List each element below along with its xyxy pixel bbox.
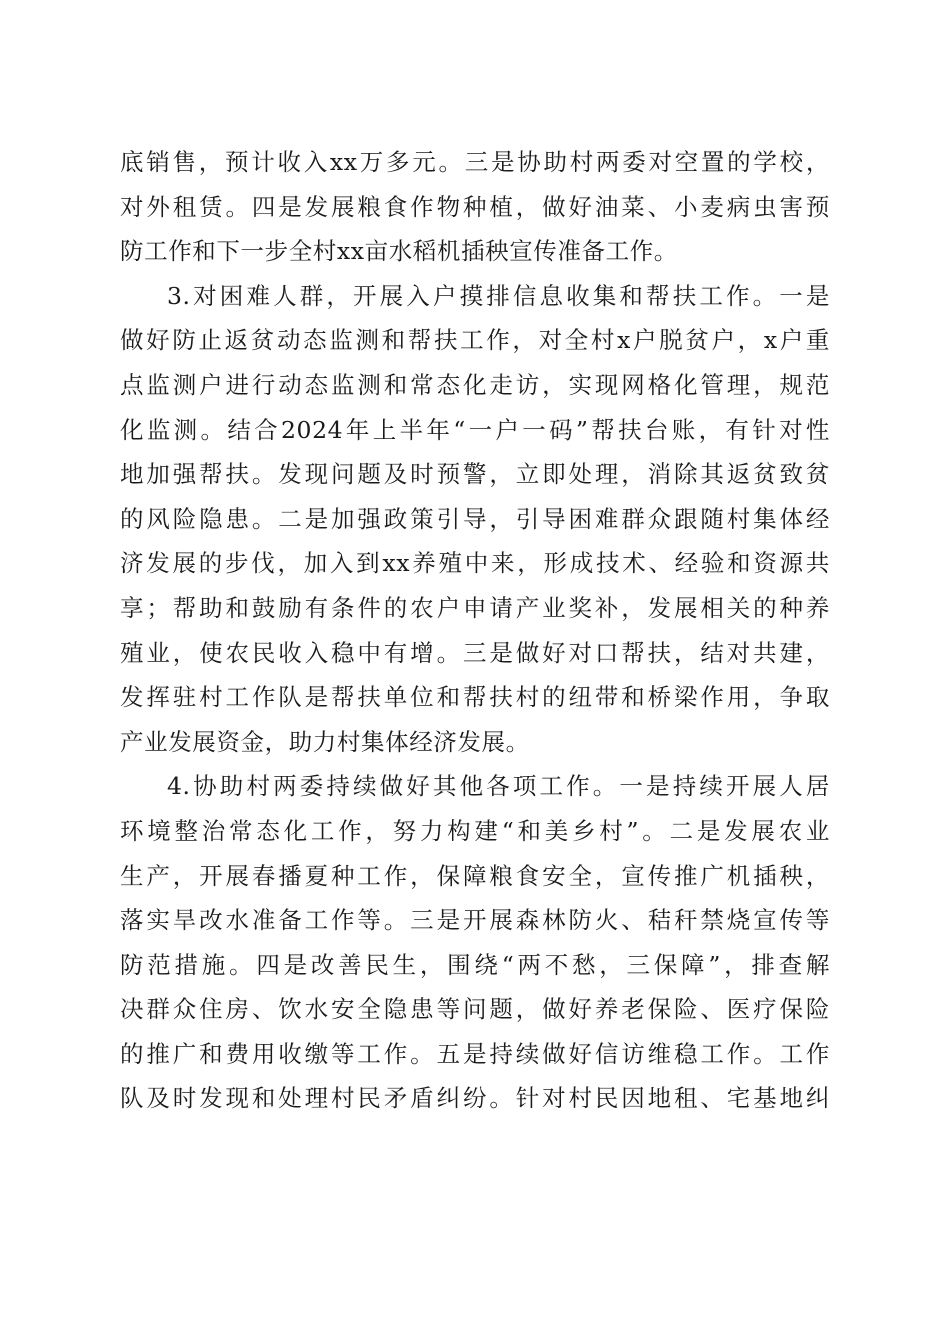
text-line: 济发展的步伐，加入到xx养殖中来，形成技术、经验和资源共 xyxy=(120,549,830,578)
text-line: 防范措施。四是改善民生，围绕“两不愁，三保障”，排查解 xyxy=(120,950,830,979)
text-line: 点监测户进行动态监测和常态化走访，实现网格化管理，规范 xyxy=(120,370,830,399)
text-line: 地加强帮扶。发现问题及时预警，立即处理，消除其返贫致贫 xyxy=(120,460,830,489)
text-line: 对外租赁。四是发展粮食作物种植，做好油菜、小麦病虫害预 xyxy=(120,192,830,221)
text-line: 的推广和费用收缴等工作。五是持续做好信访维稳工作。工作 xyxy=(120,1039,830,1068)
text-line: 防工作和下一步全村xx亩水稻机插秧宣传准备工作。 xyxy=(120,237,678,266)
text-line: 决群众住房、饮水安全隐患等问题，做好养老保险、医疗保险 xyxy=(120,995,830,1024)
text-line: 底销售，预计收入xx万多元。三是协助村两委对空置的学校， xyxy=(120,148,830,176)
text-line: 生产，开展春播夏种工作，保障粮食安全，宣传推广机插秧， xyxy=(120,861,830,890)
body-text xyxy=(120,140,830,1121)
text-line: 发挥驻村工作队是帮扶单位和帮扶村的纽带和桥梁作用，争取 xyxy=(120,683,830,712)
text-line: 享；帮助和鼓励有条件的农户申请产业奖补，发展相关的种养 xyxy=(120,593,830,622)
paragraph-heading-3: 3.对困难人群，开展入户摸排信息收集和帮扶工作。一是 xyxy=(167,281,830,310)
text-line: 队及时发现和处理村民矛盾纠纷。针对村民因地租、宅基地纠 xyxy=(120,1084,830,1113)
text-line: 产业发展资金，助力村集体经济发展。 xyxy=(120,727,530,756)
text-line: 的风险隐患。二是加强政策引导，引导困难群众跟随村集体经 xyxy=(120,504,830,533)
text-line: 化监测。结合2024年上半年“一户一码”帮扶台账，有针对性 xyxy=(120,415,830,444)
text-line: 环境整治常态化工作，努力构建“和美乡村”。二是发展农业 xyxy=(120,816,830,845)
paragraph-heading-4: 4.协助村两委持续做好其他各项工作。一是持续开展人居 xyxy=(167,772,830,801)
text-line: 落实旱改水准备工作等。三是开展森林防火、秸秆禁烧宣传等 xyxy=(120,906,830,935)
text-line: 殖业，使农民收入稳中有增。三是做好对口帮扶，结对共建， xyxy=(120,638,830,667)
text-line: 做好防止返贫动态监测和帮扶工作，对全村x户脱贫户，x户重 xyxy=(120,326,830,355)
